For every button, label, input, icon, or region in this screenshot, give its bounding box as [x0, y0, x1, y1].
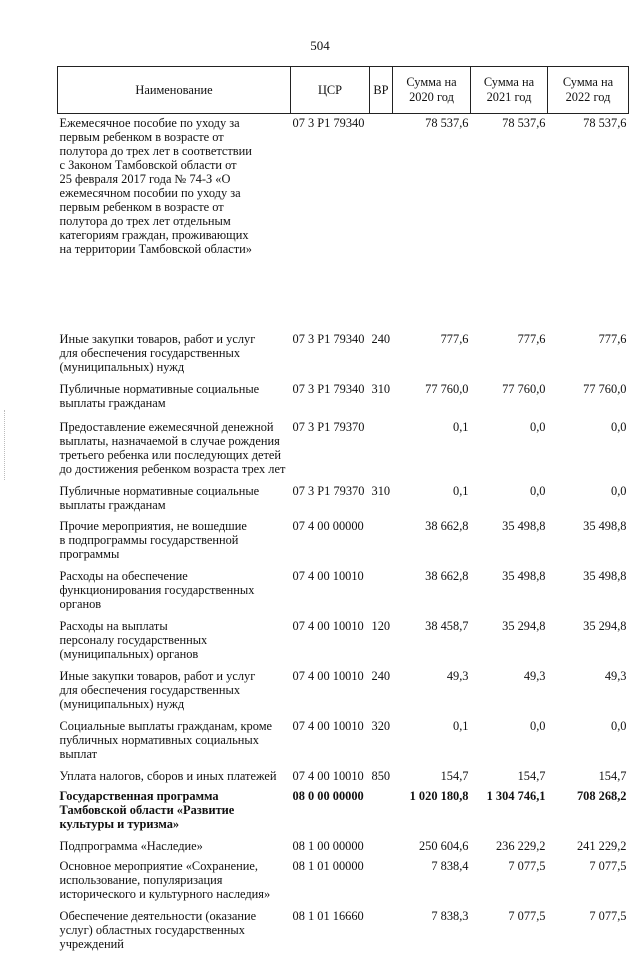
row-sum-2021: 35 498,8 [502, 518, 546, 533]
row-name-line: полутора до трех лет в соответствии [59, 144, 252, 158]
row-csr: 07 4 00 10010 [292, 768, 364, 783]
row-vr: 240 [371, 331, 391, 346]
row-name [58, 418, 291, 482]
row-name-line: 25 февраля 2017 года № 74-З «О [59, 172, 231, 186]
row-name-line: для обеспечения государственных [59, 345, 241, 360]
row-sum-2020: 0,1 [453, 483, 469, 498]
header-sum-2020-line2: 2020 год [409, 90, 454, 104]
row-name-line: использование, популяризация [59, 872, 223, 887]
row-name [58, 617, 291, 667]
row-vr [370, 418, 393, 482]
row-name-line: ежемесячном пособии по уходу за [59, 186, 241, 200]
row-name-line: публичных нормативных социальных [59, 732, 259, 747]
row-sum-2022: 78 537,6 [583, 116, 627, 130]
row-name-line: Обеспечение деятельности (оказание [59, 908, 257, 923]
row-vr: 310 [371, 483, 391, 498]
row-sum-2020: 7 838,3 [431, 908, 469, 923]
row-sum-2022: 35 294,8 [583, 618, 627, 633]
row-sum-2020: 1 020 180,8 [409, 788, 469, 803]
row-name [58, 907, 291, 959]
row-csr: 07 3 P1 79340 [292, 381, 365, 396]
table-row [58, 767, 629, 787]
row-name-line: Предоставление ежемесячной денежной [59, 419, 274, 434]
row-sum-2022: 241 229,2 [576, 838, 627, 853]
row-sum-2020: 0,1 [453, 419, 469, 434]
row-name-line: программы [59, 546, 120, 561]
row-name-line: Прочие мероприятия, не вошедшие [59, 518, 247, 533]
table-row [58, 517, 629, 567]
row-sum-2020: 7 838,4 [431, 858, 469, 873]
row-sum-2021: 0,0 [530, 483, 546, 498]
row-sum-2021: 78 537,6 [502, 116, 546, 130]
row-sum-2022: 708 268,2 [576, 788, 627, 803]
row-csr: 08 1 01 16660 [292, 908, 364, 923]
row-sum-2021: 7 077,5 [508, 858, 546, 873]
row-name-line: третьего ребенка или последующих детей [59, 447, 282, 462]
row-sum-2021: 0,0 [530, 419, 546, 434]
table-row [58, 787, 629, 837]
row-name [58, 717, 291, 767]
row-vr [370, 567, 393, 617]
row-vr [370, 907, 393, 959]
row-csr: 07 3 P1 79340 [292, 116, 365, 130]
row-vr: 240 [371, 668, 391, 683]
row-name-line: выплаты гражданам [59, 395, 166, 410]
row-csr: 08 0 00 00000 [292, 788, 364, 803]
row-vr: 850 [371, 768, 391, 783]
row-name-line: (муниципальных) нужд [59, 359, 185, 374]
table-row [58, 837, 629, 857]
table-row [58, 418, 629, 482]
row-sum-2022: 0,0 [611, 419, 627, 434]
margin-mark [4, 410, 11, 480]
row-name [58, 787, 291, 837]
row-name-line: Иные закупки товаров, работ и услуг [59, 668, 256, 683]
row-sum-2021: 0,0 [530, 718, 546, 733]
row-vr: 120 [371, 618, 391, 633]
table-row [58, 907, 629, 959]
row-name-line: для обеспечения государственных [59, 682, 241, 697]
table-row [58, 667, 629, 717]
table-row [58, 380, 629, 418]
header-sum-2021-line2: 2021 год [486, 90, 532, 104]
row-name-line: первым ребенком в возрасте от [59, 130, 224, 144]
row-sum-2021: 49,3 [523, 668, 546, 683]
row-name-line: выплат [59, 746, 98, 761]
row-sum-2022: 0,0 [611, 718, 627, 733]
row-sum-2021: 154,7 [517, 768, 546, 783]
row-sum-2022: 49,3 [604, 668, 627, 683]
row-name-line: с Законом Тамбовской области от [59, 158, 237, 172]
row-csr: 07 3 P1 79340 [292, 331, 365, 346]
row-name-line: Уплата налогов, сборов и иных платежей [59, 768, 277, 783]
table-row [58, 482, 629, 517]
row-sum-2021: 35 498,8 [502, 568, 546, 583]
row-vr [370, 517, 393, 567]
header-sum-2021-line1: Сумма на [483, 75, 535, 89]
row-name-line: функционирования государственных [59, 582, 255, 597]
row-csr: 08 1 01 00000 [292, 858, 364, 873]
row-sum-2022: 7 077,5 [589, 908, 627, 923]
row-name [58, 567, 291, 617]
row-csr: 07 3 P1 79370 [292, 483, 365, 498]
table-row [58, 567, 629, 617]
row-name-line: услуг) областных государственных [59, 922, 245, 937]
row-vr [370, 837, 393, 857]
row-vr [370, 787, 393, 837]
row-name-line: на территории Тамбовской области» [59, 242, 252, 256]
row-name-line: Расходы на выплаты [59, 618, 168, 633]
row-name-line: первым ребенком в возрасте от [59, 200, 224, 214]
row-csr: 07 4 00 10010 [292, 568, 364, 583]
row-csr: 07 4 00 10010 [292, 618, 364, 633]
row-name-line: до достижения ребенком возраста трех лет [59, 461, 286, 476]
row-sum-2020: 154,7 [440, 768, 469, 783]
row-name-line: Тамбовской области «Развитие [59, 802, 235, 817]
header-sum-2020-line1: Сумма на [406, 75, 457, 89]
row-vr [370, 114, 393, 330]
row-name [58, 767, 291, 787]
row-name-line: Публичные нормативные социальные [59, 483, 260, 498]
row-name-line: категориям граждан, проживающих [59, 228, 249, 242]
row-vr: 320 [371, 718, 391, 733]
row-sum-2020: 38 662,8 [425, 568, 469, 583]
row-csr: 07 4 00 10010 [292, 718, 364, 733]
row-csr: 07 3 P1 79370 [292, 419, 365, 434]
row-name-line: исторического и культурного наследия» [59, 886, 271, 901]
header-sum-2022 [548, 67, 629, 114]
row-name [58, 837, 291, 857]
row-name-line: Ежемесячное пособие по уходу за [59, 116, 240, 130]
row-sum-2020: 38 458,7 [425, 618, 469, 633]
row-name-line: культуры и туризма» [59, 816, 180, 831]
row-sum-2020: 250 604,6 [418, 838, 469, 853]
row-sum-2022: 154,7 [598, 768, 627, 783]
table-row [58, 330, 629, 380]
row-name [58, 380, 291, 418]
row-name-line: (муниципальных) нужд [59, 696, 185, 711]
row-name-line: Иные закупки товаров, работ и услуг [59, 331, 256, 346]
row-sum-2020: 777,6 [440, 331, 469, 346]
row-name-line: полутора до трех лет отдельным [59, 214, 231, 228]
row-name-line: Расходы на обеспечение [59, 568, 188, 583]
table-row [58, 617, 629, 667]
row-sum-2020: 77 760,0 [425, 381, 469, 396]
row-name [58, 114, 291, 330]
row-name [58, 517, 291, 567]
row-name-line: (муниципальных) органов [59, 646, 199, 661]
table-body [58, 114, 629, 959]
row-sum-2021: 77 760,0 [502, 381, 546, 396]
row-sum-2020: 78 537,6 [425, 116, 469, 130]
row-name-line: Социальные выплаты гражданам, кроме [59, 718, 273, 733]
row-name-line: персоналу государственных [59, 632, 208, 647]
row-sum-2021: 1 304 746,1 [486, 788, 546, 803]
row-vr: 310 [371, 381, 391, 396]
table-row [58, 857, 629, 907]
row-sum-2021: 35 294,8 [502, 618, 546, 633]
row-name-line: Основное мероприятие «Сохранение, [59, 858, 258, 873]
budget-table [57, 66, 628, 959]
header-sum-2020 [393, 67, 471, 114]
row-sum-2022: 7 077,5 [589, 858, 627, 873]
page-number: 504 [310, 38, 330, 53]
row-sum-2020: 38 662,8 [425, 518, 469, 533]
row-name-line: Публичные нормативные социальные [59, 381, 260, 396]
row-vr [370, 857, 393, 907]
row-name-line: Государственная программа [59, 788, 219, 803]
header-sum-2021 [471, 67, 548, 114]
row-name-line: выплаты гражданам [59, 497, 166, 512]
header-sum-2022-line2: 2022 год [565, 90, 611, 104]
row-sum-2022: 777,6 [598, 331, 627, 346]
row-name-line: в подпрограммы государственной [59, 532, 239, 547]
row-name [58, 482, 291, 517]
table-header-row [58, 67, 629, 114]
row-sum-2022: 77 760,0 [583, 381, 627, 396]
row-csr: 07 4 00 00000 [292, 518, 364, 533]
table-row [58, 717, 629, 767]
row-sum-2020: 49,3 [446, 668, 469, 683]
row-name [58, 330, 291, 380]
row-sum-2021: 7 077,5 [508, 908, 546, 923]
row-sum-2020: 0,1 [453, 718, 469, 733]
row-csr: 08 1 00 00000 [292, 838, 364, 853]
header-name: Наименование [58, 67, 291, 114]
header-csr: ЦСР [291, 67, 370, 114]
header-sum-2022-line1: Сумма на [562, 75, 614, 89]
row-sum-2022: 35 498,8 [583, 518, 627, 533]
row-name-line: органов [59, 596, 102, 611]
row-sum-2022: 0,0 [611, 483, 627, 498]
table-row [58, 114, 629, 330]
row-sum-2022: 35 498,8 [583, 568, 627, 583]
row-csr: 07 4 00 10010 [292, 668, 364, 683]
row-name-line: учреждений [59, 936, 124, 951]
row-name [58, 667, 291, 717]
row-name-line: выплаты, назначаемой в случае рождения [59, 433, 280, 448]
header-vr: ВР [370, 67, 393, 114]
row-name [58, 857, 291, 907]
row-name-line: Подпрограмма «Наследие» [59, 838, 203, 853]
row-sum-2021: 236 229,2 [495, 838, 546, 853]
row-sum-2021: 777,6 [517, 331, 546, 346]
